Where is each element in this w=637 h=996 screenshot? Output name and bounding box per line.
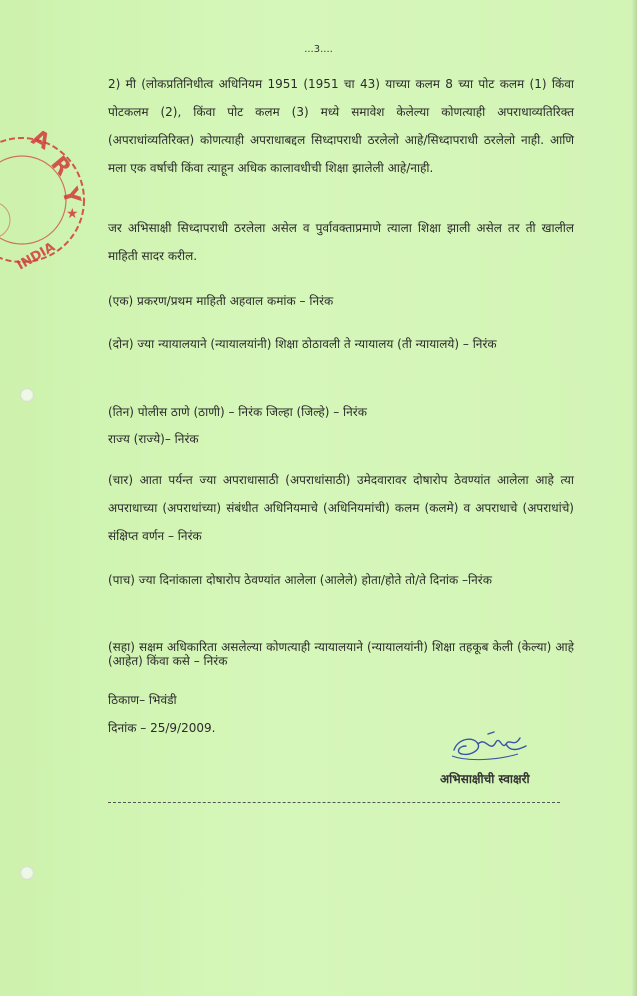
item-police-station-district: (तिन) पोलीस ठाणे (ठाणी) – निरंक जिल्हा (जिल्हे) – निरंक	[108, 405, 367, 419]
notary-seal	[0, 120, 85, 280]
item-court: (दोन) ज्या न्यायालयाने (न्यायालयांनी) शिक्षा ठोठावली ते न्यायालय (ती न्यायालये) – निरंक	[108, 337, 497, 351]
svg-text:Y: Y	[56, 184, 85, 207]
svg-text:A: A	[27, 125, 54, 156]
item-state: राज्य (राज्ये)– निरंक	[108, 432, 199, 446]
date: दिनांक – 25/9/2009.	[108, 721, 216, 735]
svg-text:INDIA: INDIA	[14, 239, 58, 274]
svg-text:R: R	[45, 151, 76, 181]
signature-label: अभिसाक्षीची स्वाक्षरी	[440, 772, 530, 786]
svg-text:★: ★	[66, 206, 79, 222]
item-charge-date: (पाच) ज्या दिनांकाला दोषारोप ठेवण्यांत आलेला (आलेले) होता/होते तो/ते दिनांक –निरंक	[108, 573, 492, 587]
page-number: ...3....	[304, 44, 333, 55]
item-sentence-stay: (सहा) सक्षम अधिकारिता असलेल्या कोणत्याही न्यायालयाने (न्यायालयांनी) शिक्षा तहकूब केली (केल्या) आहे (आहेत) किंवा कसे – निरंक	[108, 640, 574, 668]
footer-divider	[108, 802, 560, 803]
punch-hole	[20, 866, 34, 880]
punch-hole	[20, 388, 34, 402]
handwritten-signature	[448, 728, 532, 764]
paragraph-conviction-info: जर अभिसाक्षी सिध्दापराधी ठरलेला असेल व पुर्वावक्ताप्रमाणे त्याला शिक्षा झाली असेल तर ती खालील माहिती सादर करील.	[108, 221, 574, 263]
item-offence-description: (चार) आता पर्यन्त ज्या अपराधासाठी (अपराधांसाठी) उमेदवारावर दोषारोप ठेवण्यांत आलेला आहे त्या अपराधाच्या (अपराधांच्या) संबंधीत अधिनियमाचे (अधिनियमांची) कलम (कलमे) व अपराधाचे (अपराधांचे) संक्षिप्त वर्णन – निरंक	[108, 473, 574, 543]
item-case-number: (एक) प्रकरण/प्रथम माहिती अहवाल कमांक – निरंक	[108, 294, 334, 308]
place: ठिकाण– भिवंडी	[108, 693, 177, 707]
page-edge-shadow	[631, 0, 637, 996]
paragraph-declaration: 2) मी (लोकप्रतिनिधीत्व अधिनियम 1951 (1951 चा 43) याच्या कलम 8 च्या पोट कलम (1) किंवा पोटकलम (2), किंवा पोट कलम (3) मध्ये समावेश केलेल्या कोणत्याही अपराधाव्यतिरिक्त (अपराधांव्यतिरिक्त) कोणत्याही अपराधाबद्दल सिध्दापराधी ठरलेलो आहे/सिध्दापराधी ठरलेलो नाही. आणि मला एक वर्षाची किंवा त्याहून अधिक कालावधीची शिक्षा झालेली आहे/नाही.	[108, 77, 574, 175]
